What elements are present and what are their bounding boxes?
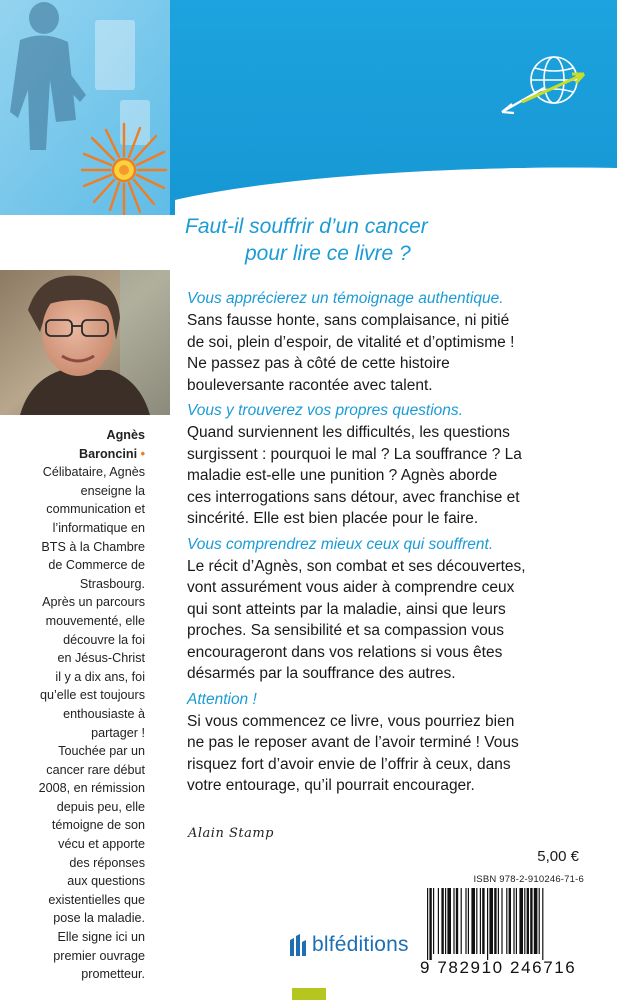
section-body (187, 422, 607, 530)
body-line: bouleversante racontée avec talent. (187, 376, 433, 394)
barcode-bar (506, 888, 507, 954)
bio-line: enseigne la (80, 483, 145, 498)
body-line: sincérité. Elle est bien placée pour le faire. (187, 510, 479, 527)
bio-line: partager ! (91, 725, 145, 740)
orange-bullet: • (140, 446, 145, 461)
barcode-bar (527, 888, 529, 954)
green-tab (292, 988, 326, 1000)
barcode-bar (427, 888, 428, 960)
barcode-bar (489, 888, 493, 954)
bio-line: BTS à la Chambre (41, 539, 145, 554)
bio-line: depuis peu, elle (56, 799, 145, 814)
section-body (187, 711, 607, 797)
barcode-bar (456, 888, 458, 954)
barcode-bar (534, 888, 538, 954)
bio-line: 2008, en rémission (38, 781, 145, 796)
bio-line: communication et (46, 502, 145, 517)
blurb-section (187, 400, 607, 530)
section-heading: Vous comprendrez mieux ceux qui souffrent. (187, 535, 494, 553)
barcode-bar (539, 888, 540, 954)
barcode-bar (498, 888, 499, 954)
section-body (187, 310, 607, 396)
barcode-bar (461, 888, 462, 954)
body-line: Ne passez pas à côté de cette histoire (187, 355, 450, 372)
barcode-bar (480, 888, 481, 954)
publisher-logo-icon (288, 932, 308, 958)
barcode-bar (445, 888, 446, 954)
author-photo (0, 270, 170, 415)
author-first-name: Agnès (106, 428, 145, 442)
barcode-bar (482, 888, 484, 954)
bio-line: découvre la foi (63, 632, 145, 647)
barcode-bar (447, 888, 451, 954)
publisher-logo (288, 932, 409, 958)
barcode-bar (465, 888, 466, 954)
barcode-bar (524, 888, 525, 954)
barcode-digits: 9 782910 246716 (420, 958, 577, 977)
bio-line: des réponses (69, 855, 145, 870)
bio-line: existentielles que (48, 892, 145, 907)
sun-icon (80, 118, 170, 218)
blurb-section (187, 689, 607, 797)
barcode-bar (509, 888, 511, 954)
bio-line: prometteur. (81, 967, 145, 982)
author-bio (0, 426, 170, 984)
barcode-bar (519, 888, 523, 954)
bio-line: de Commerce de (48, 558, 145, 573)
bio-line: l’informatique en (52, 520, 145, 535)
barcode-bar (476, 888, 477, 954)
author-last-name: Baroncini (78, 446, 138, 461)
barcode-bar (487, 888, 488, 960)
blurb-section (187, 288, 607, 396)
section-heading: Vous apprécierez un témoignage authentique. (187, 290, 504, 307)
bio-line: Strasbourg. (79, 576, 145, 591)
section-body (187, 556, 607, 685)
bio-line: Touchée par un (58, 744, 145, 759)
barcode-bar (501, 888, 502, 954)
bio-line: mouvementé, elle (45, 613, 145, 628)
barcode-bar (429, 888, 431, 960)
bio-text (0, 463, 145, 984)
bio-line: pose la maladie. (53, 911, 145, 926)
isbn: ISBN 978-2-910246-71-6 (473, 874, 584, 885)
body-line: Sans fausse honte, sans complaisance, ni pitié (187, 312, 510, 329)
barcode-bar (468, 888, 469, 954)
section-heading: Vous y trouverez vos propres questions. (187, 402, 463, 419)
bio-line: enthousiaste à (63, 706, 145, 721)
barcode-bar (516, 888, 517, 954)
body-line: Quand surviennent les difficultés, les questions (187, 424, 510, 441)
section-heading: Attention ! (187, 690, 257, 708)
title-line-1: Faut-il souffrir d’un cancer (185, 215, 428, 238)
body-line: vont assurément vous aider à comprendre ceux (187, 579, 515, 596)
bio-line: Célibataire, Agnès (42, 465, 145, 480)
title-line-2: pour lire ce livre ? (245, 242, 411, 265)
body-line: Si vous commencez ce livre, vous pourriez bien (187, 712, 515, 730)
barcode-bars (427, 888, 581, 960)
bio-line: qu’elle est toujours (39, 688, 145, 703)
body-line: de soi, plein d’espoir, de vitalité et d’optimisme ! (187, 333, 515, 351)
bio-line: témoigne de son (51, 818, 145, 833)
blurb-section (187, 534, 607, 685)
body-line: qui sont atteints par la maladie, ainsi que leurs (187, 600, 506, 618)
body-line: votre entourage, qu’il pourrait encourager. (187, 777, 475, 794)
barcode-bar (494, 888, 496, 954)
barcode-bar (471, 888, 475, 954)
body-line: proches. Sa sensibilité et sa compassion vous (187, 622, 505, 639)
bio-line: aux questions (67, 874, 145, 889)
barcode-bar (441, 888, 443, 954)
body-line: Le récit d’Agnès, son combat et ses découvertes, (187, 557, 526, 575)
blurb (187, 288, 607, 801)
barcode-bar (453, 888, 454, 954)
body-line: encourageront dans vos relations si vous êtes (187, 643, 503, 661)
barcode-bar (513, 888, 514, 954)
back-cover-title (185, 213, 605, 267)
barcode-bar (530, 888, 532, 954)
body-line: risquez fort d’avoir envie de l’offrir à ceux, dans (187, 755, 511, 773)
body-line: ces interrogations sans détour, avec franchise et (187, 488, 520, 506)
bio-line: premier ouvrage (53, 948, 145, 963)
bio-line: en Jésus-Christ (57, 651, 145, 666)
bio-line: il y a dix ans, foi (55, 669, 145, 684)
signature: Alain Stamp (188, 826, 274, 841)
bio-line: vécu et apporte (58, 837, 145, 852)
barcode-bar (433, 888, 434, 954)
bio-line: Après un parcours (42, 595, 145, 610)
body-line: surgissent : pourquoi le mal ? La souffrance ? La (187, 445, 522, 463)
bio-line: cancer rare début (46, 762, 145, 777)
barcode-bar (542, 888, 543, 960)
publisher-name: blféditions (312, 933, 409, 956)
body-line: désarmés par la souffrance des autres. (187, 665, 456, 682)
bio-line: Elle signe ici un (57, 930, 145, 945)
price: 5,00 € (537, 848, 579, 865)
barcode-bar (438, 888, 439, 954)
globe-arrows-icon (498, 52, 590, 118)
body-line: ne pas le reposer avant de l’avoir terminé ! Vous (187, 734, 519, 751)
body-line: maladie est-elle une punition ? Agnès aborde (187, 467, 498, 484)
